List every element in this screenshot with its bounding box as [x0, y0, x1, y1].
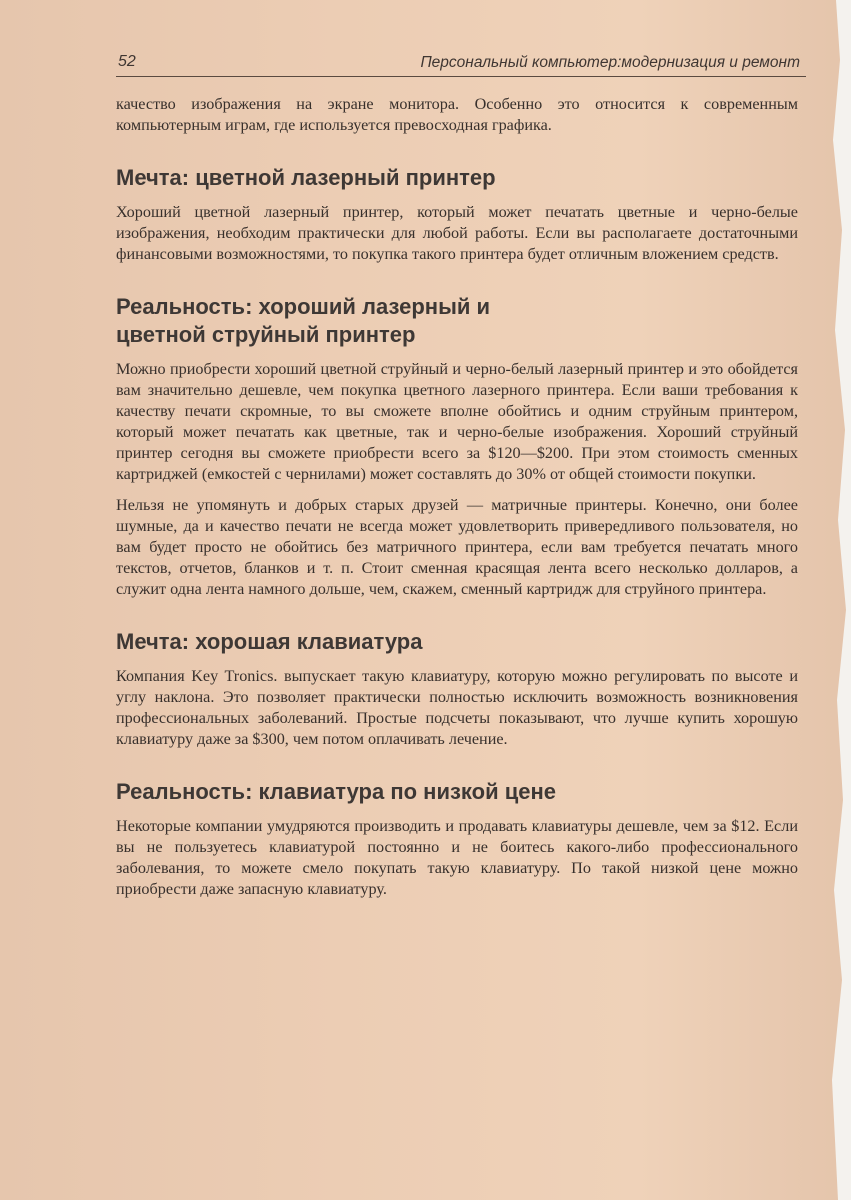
heading-reality-laser-inkjet: Реальность: хороший лазерный и цветной струйный принтер	[116, 294, 491, 347]
running-title: Персональный компьютер:модернизация и ремонт	[420, 54, 800, 71]
heading-dream-keyboard: Мечта: хорошая клавиатура	[116, 629, 423, 654]
page-header	[116, 50, 806, 77]
page-number: 52	[118, 53, 136, 70]
paragraph-dream-color-laser: Хороший цветной лазерный принтер, который может печатать цветные и черно-белые изображения, необходим практически для любой работы. Если вы располагаете достаточными финансовыми возможностями, то покупка такого принтера будет отличным вложением средств.	[116, 203, 798, 263]
heading-reality-cheap-keyboard: Реальность: клавиатура по низкой цене	[116, 779, 556, 804]
heading-dream-color-laser: Мечта: цветной лазерный принтер	[116, 165, 496, 190]
paragraph-dot-matrix: Нельзя не упомянуть и добрых старых друзей — матричные принтеры. Конечно, они более шумные, да и качество печати не всегда может удовлетворить привередливого пользователя, но вам будет просто не обойтись без матричного принтера, если вам требуется печатать много текстов, отчетов, бланков и т. п. Стоит сменная красящая лента всего несколько долларов, а служит одна лента намного дольше, чем, скажем, сменный картридж для струйного принтера.	[116, 496, 798, 598]
page-body	[116, 94, 798, 910]
paragraph-dream-keyboard: Компания Key Tronics. выпускает такую клавиатуру, которую можно регулировать по высоте и углу наклона. Это позволяет практически полностью исключить возможность возникновения профессиональных заболеваний. Простые подсчеты показывают, что лучше купить хорошую клавиатуру даже за $300, чем потом оплачивать лечение.	[116, 667, 798, 748]
paragraph-cheap-keyboard: Некоторые компании умудряются производить и продавать клавиатуры дешевле, чем за $12. Если вы не пользуетесь клавиатурой постоянно и не боитесь какого-либо профессионального заболевания, то можете смело покупать такую клавиатуру. По такой низкой цене можно приобрести даже запасную клавиатуру.	[116, 817, 798, 898]
paragraph-reality-inkjet: Можно приобрести хороший цветной струйный и черно-белый лазерный принтер и это обойдется вам значительно дешевле, чем покупка цветного лазерного принтера. Если ваши требования к качеству печати скромные, то вы сможете вполне обойтись и одним струйным принтером, который может печатать как цветные, так и черно-белые изображения. Хороший струйный принтер сегодня вы сможете приобрести всего за $120—$200. При этом стоимость сменных картриджей (емкостей с чернилами) может составлять до 30% от общей стоимости покупки.	[116, 360, 798, 483]
intro-paragraph: качество изображения на экране монитора. Особенно это относится к современным компьютерным играм, где используется превосходная графика.	[116, 95, 798, 134]
